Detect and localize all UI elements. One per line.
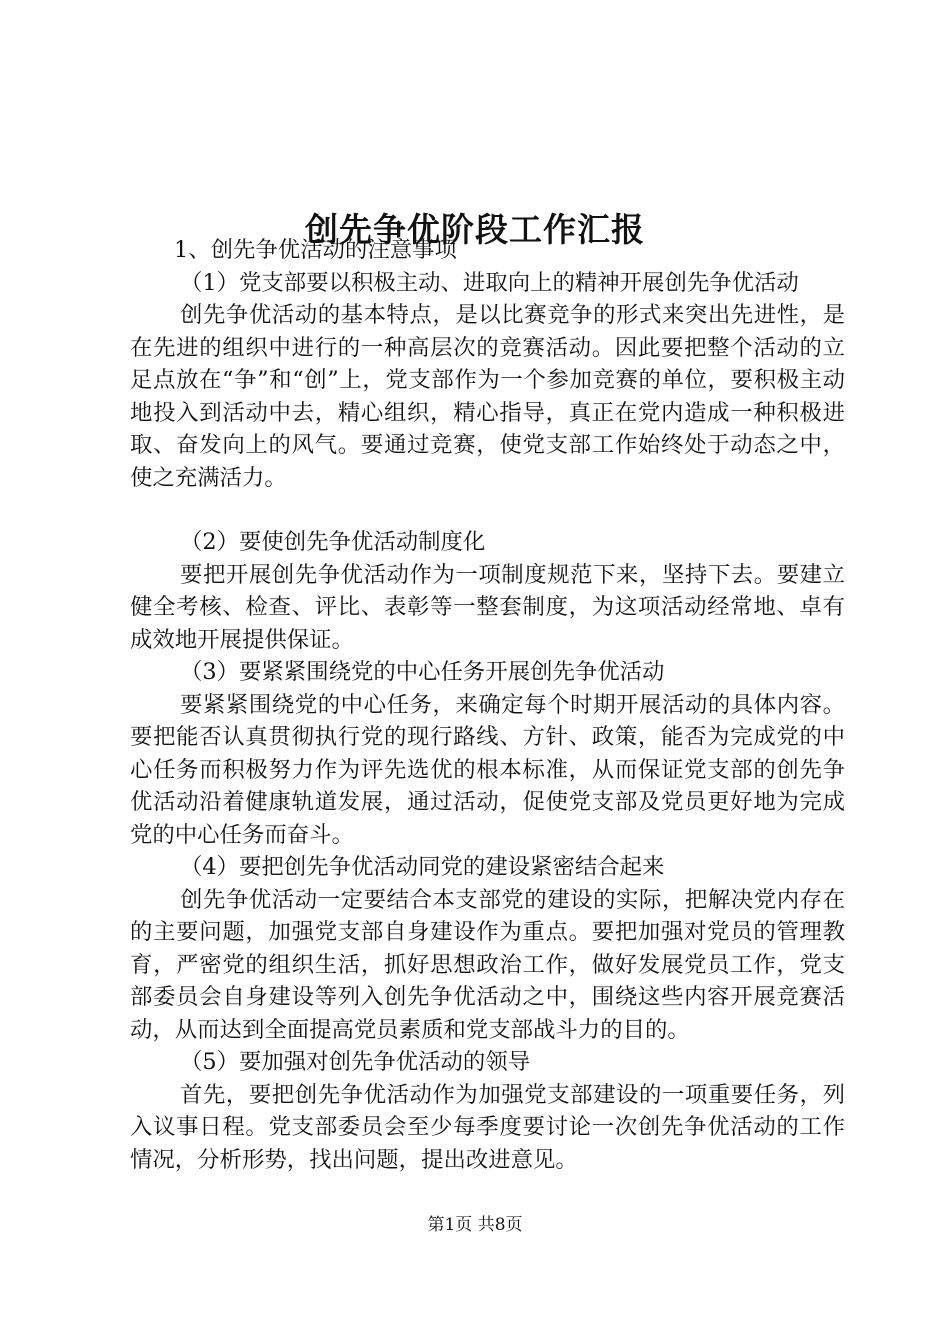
page-number-footer: 第1页 共8页 <box>427 1215 523 1235</box>
document-title: 创先争优阶段工作汇报 <box>305 210 645 250</box>
item-2-paragraph: 要把开展创先争优活动作为一项制度规范下来，坚持下去。要建立健全考核、检查、评比、表彰等一整套制度，为这项活动经常地、卓有成效地开展提供保证。 <box>130 561 845 653</box>
item-5-paragraph: 首先，要把创先争优活动作为加强党支部建设的一项重要任务，列入议事日程。党支部委员会至少每季度要讨论一次创先争优活动的工作情况，分析形势，找出问题，提出改进意见。 <box>130 1081 845 1173</box>
section-heading: 1、创先争优活动的注意事项 <box>174 237 457 263</box>
item-4-heading: （4）要把创先争优活动同党的建设紧密结合起来 <box>180 854 665 880</box>
item-3-heading: （3）要紧紧围绕党的中心任务开展创先争优活动 <box>180 659 665 685</box>
item-4-paragraph: 创先争优活动一定要结合本支部党的建设的实际，把解决党内存在的主要问题，加强党支部自身建设作为重点。要把加强对党员的管理教育，严密党的组织生活，抓好思想政治工作，做好发展党员工作，党支部委员会自身建设等列入创先争优活动之中，围绕这些内容开展竞赛活动，从而达到全面提高党员素质和党支部战斗力的目的。 <box>130 886 845 1043</box>
item-2-heading: （2）要使创先争优活动制度化 <box>180 529 486 555</box>
item-5-heading: （5）要加强对创先争优活动的领导 <box>180 1049 531 1075</box>
item-1-heading: （1）党支部要以积极主动、进取向上的精神开展创先争优活动 <box>180 269 799 296</box>
item-3-paragraph: 要紧紧围绕党的中心任务，来确定每个时期开展活动的具体内容。要把能否认真贯彻执行党的现行路线、方针、政策，能否为完成党的中心任务而积极努力作为评先选优的根本标准，从而保证党支部的创先争优活动沿着健康轨道发展，通过活动，促使党支部及党员更好地为完成党的中心任务而奋斗。 <box>130 691 845 848</box>
paragraph-spacer <box>130 494 845 526</box>
document-body <box>130 234 845 1176</box>
item-1-paragraph: 创先争优活动的基本特点，是以比赛竞争的形式来突出先进性，是在先进的组织中进行的一种高层次的竞赛活动。因此要把整个活动的立足点放在“争”和“创”上，党支部作为一个参加竞赛的单位，要积极主动地投入到活动中去，精心组织，精心指导，真正在党内造成一种积极进取、奋发向上的风气。要通过竞赛，使党支部工作始终处于动态之中，使之充满活力。 <box>130 302 845 491</box>
